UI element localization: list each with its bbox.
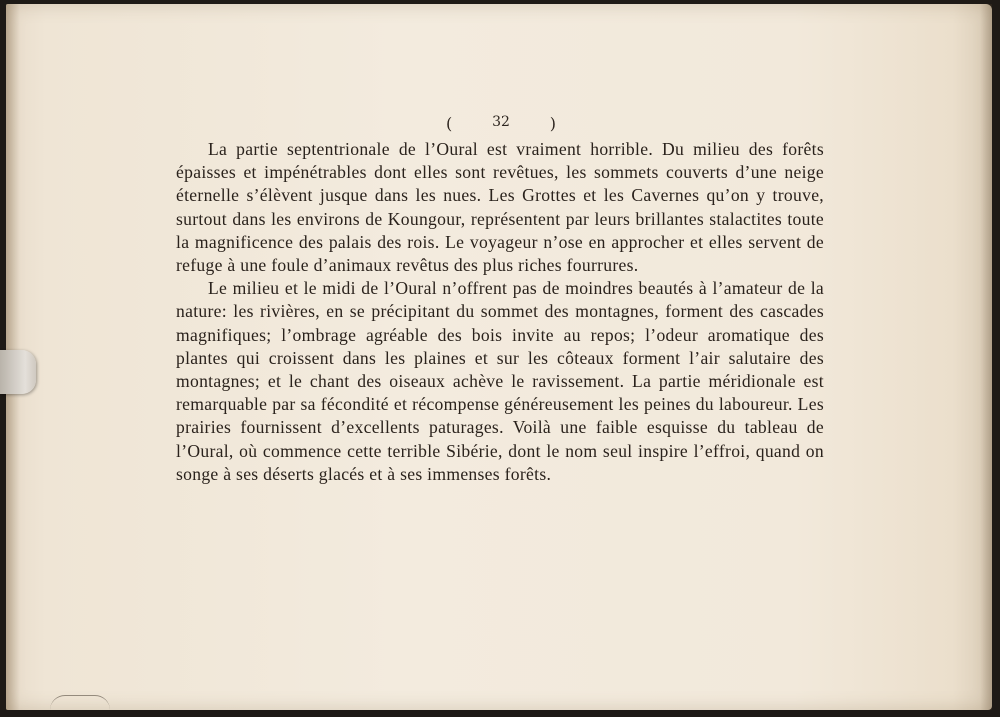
body-text — [176, 138, 824, 486]
bookmark-tab — [0, 350, 36, 394]
paragraph-1: La partie septentrionale de l’Oural est vraiment horrible. Du milieu des forêts épaisses et impénétrables dont elles sont revêtues, les sommets couverts d’une neige éternelle s’élèvent jusque dans les nues. Les Grottes et les Cavernes qu’on y trouve, surtout dans les environs de Koungour, représentent par leurs brillantes stalactites toute la magnificence des palais des rois. Le voyageur n’ose en approcher et elles servent de refuge à une foule d’animaux revêtus des plus riches fourrures. — [176, 139, 824, 276]
page-number-value: 32 — [492, 114, 510, 130]
page-number — [446, 114, 556, 133]
page-number-close-paren: ) — [549, 114, 556, 133]
paper-page — [6, 4, 992, 710]
page-number-open-paren: ( — [446, 114, 453, 133]
paragraph-2: Le milieu et le midi de l’Oural n’offrent pas de moindres beautés à l’amateur de la nature: les rivières, en se précipitant du sommet des montagnes, forment des cascades magnifiques; l’ombrage agréable des bois invite au repos; l’odeur aromatique des plantes qui croissent dans les plaines et sur les côteaux forment l’air salutaire des montagnes; et le chant des oiseaux achève le ravissement. La partie méridionale est remarquable par sa fécondité et récompense généreusement les peines du laboureur. Les prairies fournissent d’excellents paturages. Voilà une faible esquisse du tableau de l’Oural, où commence cette terrible Sibérie, dont le nom seul inspire l’effroi, quand on songe à ses déserts glacés et à ses immenses forêts. — [176, 278, 824, 484]
page-corner-curl — [50, 695, 110, 710]
page-edge-shadow — [980, 4, 992, 710]
